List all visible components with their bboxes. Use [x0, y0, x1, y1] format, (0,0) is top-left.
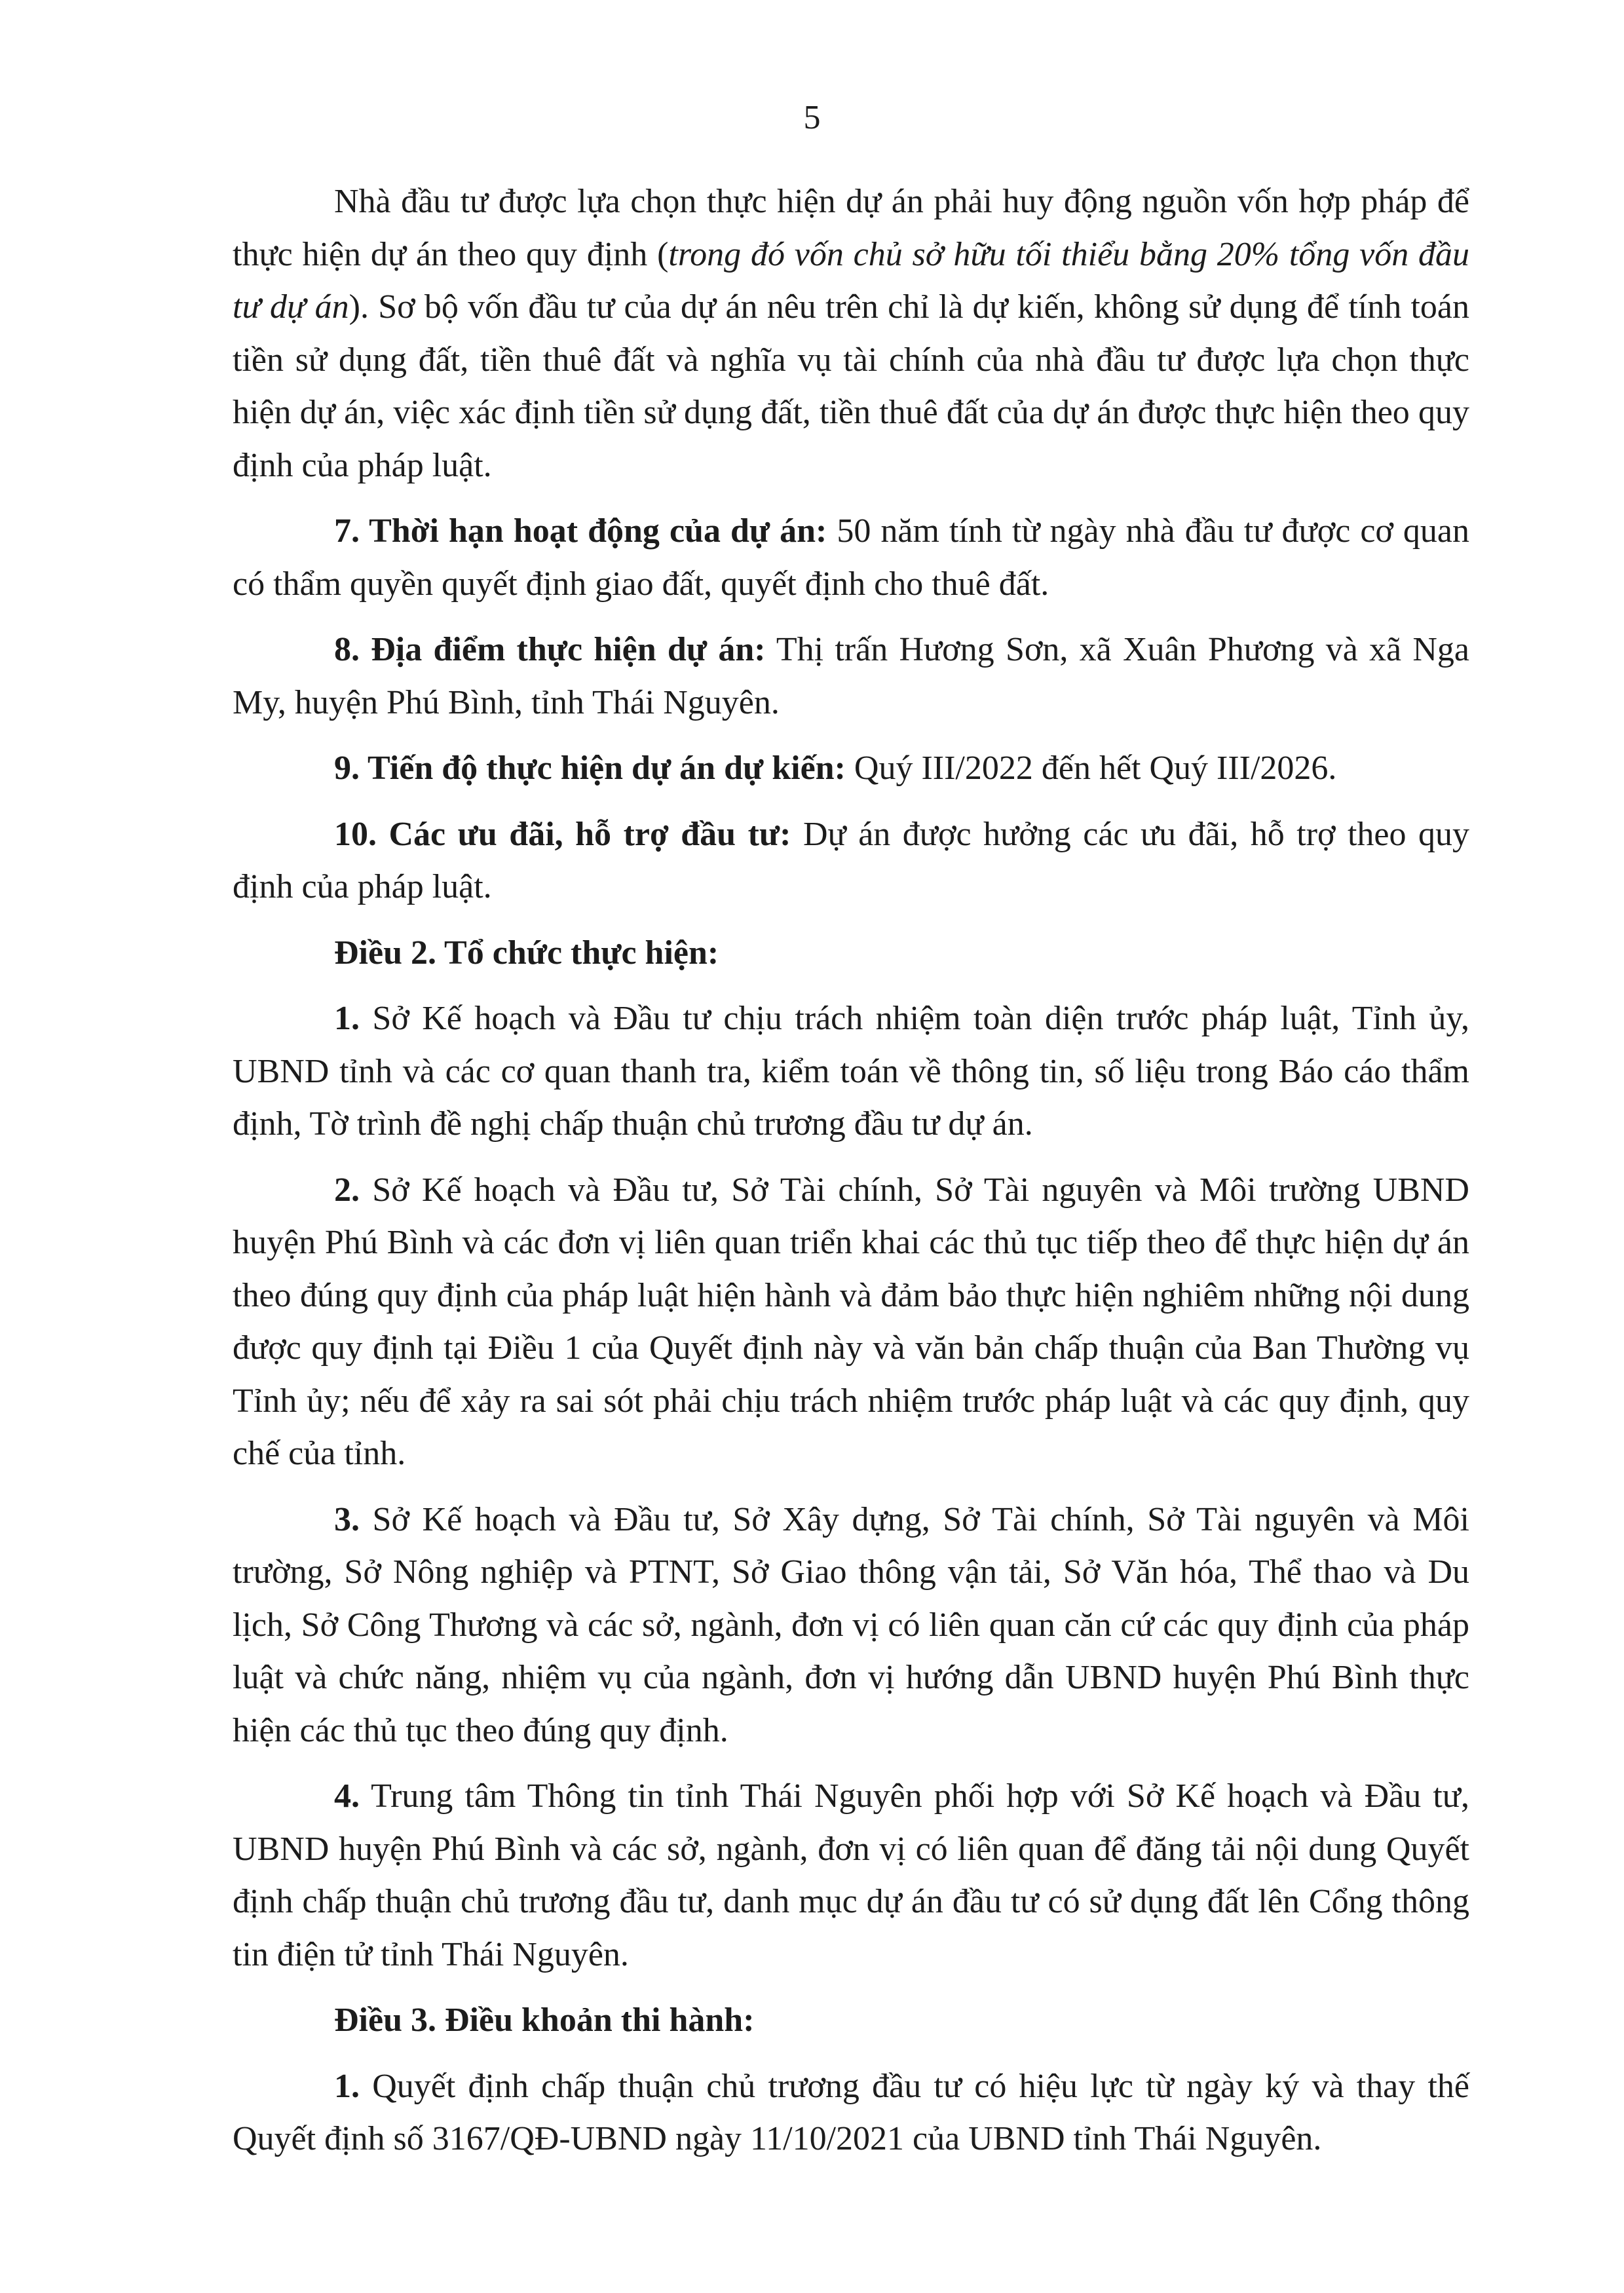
item-8-location — [233, 624, 1469, 729]
item-7-text: 50 năm tính từ ngày nhà đầu tư được cơ quan có thẩm quyền quyết định giao đất, quyết định cho thuê đất. — [233, 512, 1470, 603]
page-number: 5 — [803, 99, 821, 136]
item-7-label: 7. Thời hạn hoạt động của dự án: — [334, 512, 827, 550]
article-3-heading: Điều 3. Điều khoản thi hành: — [334, 2001, 755, 2039]
article-2-item-4 — [233, 1770, 1469, 1981]
para1-text-b: ). Sơ bộ vốn đầu tư của dự án nêu trên chỉ là dự kiến, không sử dụng để tính toán tiền sử dụng đất, tiền thuê đất và nghĩa vụ tài chính của nhà đầu tư được lựa chọn thực hiện dự án, việc xác định tiền sử dụng đất, tiền thuê đất của dự án được thực hiện theo quy định của pháp luật. — [233, 288, 1469, 484]
paragraph-investor-capital — [233, 176, 1469, 492]
item-9-label: 9. Tiến độ thực hiện dự án dự kiến: — [334, 749, 846, 787]
article-2-item-3-num: 3. — [334, 1500, 360, 1538]
document-body — [233, 176, 1469, 2179]
item-10-text: Dự án được hưởng các ưu đãi, hỗ trợ theo quy định của pháp luật. — [233, 815, 1470, 905]
article-2-item-2 — [233, 1164, 1469, 1481]
article-2-item-2-num: 2. — [334, 1171, 360, 1209]
article-2-item-4-num: 4. — [334, 1777, 360, 1815]
para1-text-italic: trong đó vốn chủ sở hữu tối thiểu bằng 20% tổng vốn đầu tư dự án — [233, 235, 1469, 326]
article-2-item-1 — [233, 993, 1469, 1151]
article-2-item-1-text: Sở Kế hoạch và Đầu tư chịu trách nhiệm toàn diện trước pháp luật, Tỉnh ủy, UBND tỉnh và các cơ quan thanh tra, kiểm toán về thông tin, số liệu trong Báo cáo thẩm định, Tờ trình đề nghị chấp thuận chủ trương đầu tư dự án. — [233, 1000, 1469, 1143]
article-2-item-2-text: Sở Kế hoạch và Đầu tư, Sở Tài chính, Sở Tài nguyên và Môi trường UBND huyện Phú Bình và các đơn vị liên quan triển khai các thủ tục tiếp theo để thực hiện dự án theo đúng quy định của pháp luật hiện hành và đảm bảo thực hiện nghiêm những nội dung được quy định tại Điều 1 của Quyết định này và văn bản chấp thuận của Ban Thường vụ Tỉnh ủy; nếu để xảy ra sai sót phải chịu trách nhiệm trước pháp luật và các quy định, quy chế của tỉnh. — [233, 1171, 1469, 1472]
item-7-duration — [233, 505, 1469, 611]
article-2-item-3-text: Sở Kế hoạch và Đầu tư, Sở Xây dựng, Sở Tài chính, Sở Tài nguyên và Môi trường, Sở Nông nghiệp và PTNT, Sở Giao thông vận tải, Sở Văn hóa, Thể thao và Du lịch, Sở Công Thương và các sở, ngành, đơn vị có liên quan căn cứ các quy định của pháp luật và chức năng, nhiệm vụ của ngành, đơn vị hướng dẫn UBND huyện Phú Bình thực hiện các thủ tục theo đúng quy định. — [233, 1500, 1469, 1749]
item-9-text: Quý III/2022 đến hết Quý III/2026. — [845, 749, 1337, 787]
item-10-label: 10. Các ưu đãi, hỗ trợ đầu tư: — [334, 815, 791, 853]
article-2-item-3 — [233, 1494, 1469, 1758]
article-2-heading: Điều 2. Tổ chức thực hiện: — [334, 934, 719, 972]
article-2-item-4-text: Trung tâm Thông tin tỉnh Thái Nguyên phối hợp với Sở Kế hoạch và Đầu tư, UBND huyện Phú Bình và các sở, ngành, đơn vị có liên quan để đăng tải nội dung Quyết định chấp thuận chủ trương đầu tư, danh mục dự án đầu tư có sử dụng đất lên Cổng thông tin điện tử tỉnh Thái Nguyên. — [233, 1777, 1469, 1973]
article-3-item-1-num: 1. — [334, 2067, 360, 2105]
article-3-item-1-text: Quyết định chấp thuận chủ trương đầu tư có hiệu lực từ ngày ký và thay thế Quyết định số 3167/QĐ-UBND ngày 11/10/2021 của UBND tỉnh Thái Nguyên. — [233, 2067, 1469, 2157]
article-3-item-1 — [233, 2060, 1469, 2166]
item-9-schedule — [233, 742, 1469, 795]
item-10-incentives — [233, 808, 1469, 914]
item-8-label: 8. Địa điểm thực hiện dự án: — [334, 631, 766, 668]
article-2-item-1-num: 1. — [334, 1000, 360, 1037]
item-8-text: Thị trấn Hương Sơn, xã Xuân Phương và xã Nga My, huyện Phú Bình, tỉnh Thái Nguyên. — [233, 631, 1470, 721]
para1-text-a: Nhà đầu tư được lựa chọn thực hiện dự án phải huy động nguồn vốn hợp pháp để thực hiện dự án theo quy định ( — [233, 183, 1469, 273]
